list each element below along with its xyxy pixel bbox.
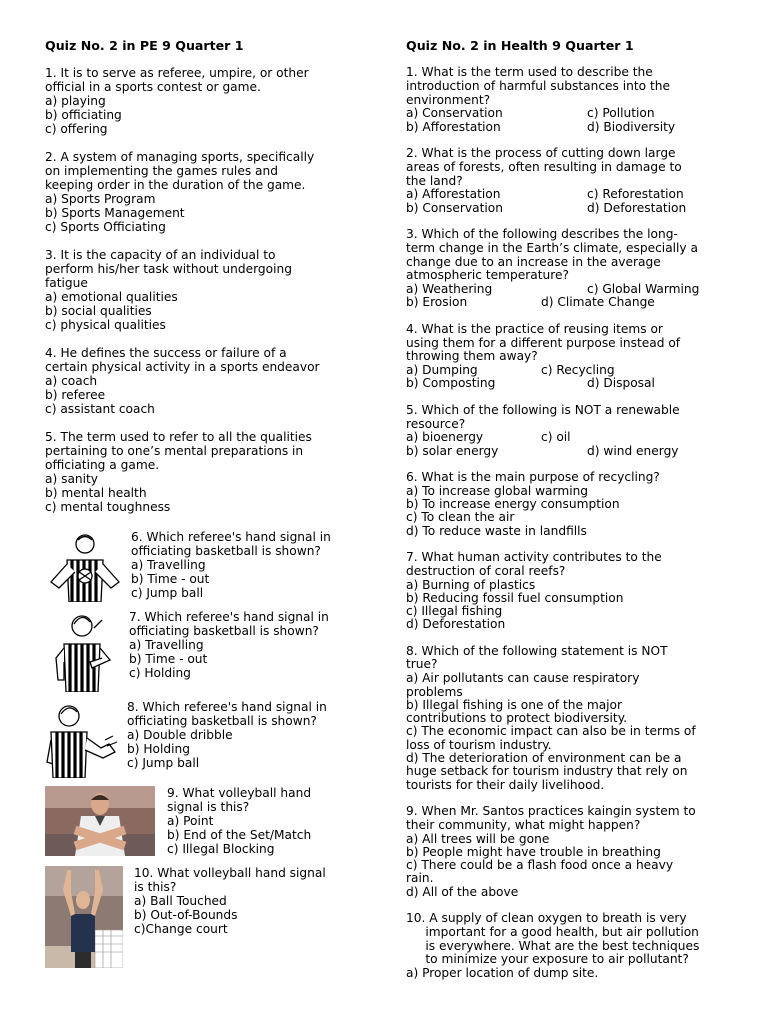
answer-option: b) People might have trouble in breathing: [406, 844, 661, 859]
question-stem: 6. Which referee's hand signal in officiating basketball is shown?: [131, 530, 331, 558]
question-stem: 2. A system of managing sports, specifically on implementing the games rules and keeping order in the duration of the game.: [45, 150, 315, 192]
answer-row: [406, 445, 736, 458]
answer-option: a) sanity: [45, 472, 99, 486]
pe-question-7: [45, 610, 365, 692]
answer-option: a) Travelling: [131, 558, 206, 572]
answer-option: c) The economic impact can also be in terms of loss of tourism industry.: [406, 724, 696, 752]
question-stem: 4. He defines the success or failure of a certain physical activity in a sports endeavor: [45, 346, 320, 374]
question-stem: 7. Which referee's hand signal in officiating basketball is shown?: [129, 610, 329, 638]
answer-row: [406, 364, 736, 377]
health-quiz-column: [406, 38, 736, 994]
question-stem: 4. What is the practice of reusing items or using them for a different purpose instead of throwing them away?: [406, 321, 681, 364]
answer-option: b) Erosion: [406, 295, 468, 310]
answer-option: c) offering: [45, 122, 108, 136]
answer-option: a) To increase global warming: [406, 483, 589, 498]
answer-option: c) Jump ball: [127, 756, 200, 770]
answer-option: a) Point: [167, 814, 214, 828]
health-question-4: [406, 323, 736, 391]
answer-option: c) assistant coach: [45, 402, 155, 416]
health-question-8: [406, 645, 736, 792]
answer-option: a) Weathering: [406, 282, 493, 297]
referee-figure-icon: [50, 610, 122, 692]
referee-travelling-illustration: [50, 610, 129, 692]
answer-option: a) Sports Program: [45, 192, 156, 206]
health-question-9: [406, 805, 736, 899]
answer-option: b) Reducing fossil fuel consumption: [406, 590, 624, 605]
question-stem: 6. What is the main purpose of recycling?: [406, 469, 660, 484]
answer-option: b) Holding: [127, 742, 190, 756]
pe-question-8: [45, 700, 365, 778]
answer-option: a) emotional qualities: [45, 290, 178, 304]
health-question-3: [406, 228, 736, 310]
answer-option: c) oil: [541, 430, 571, 445]
answer-option: c) To clean the air: [406, 510, 515, 525]
answer-option: a) Dumping: [406, 363, 478, 378]
answer-option: c) Jump ball: [131, 586, 204, 600]
answer-option: c) Global Warming: [587, 282, 700, 297]
volleyball-referee-photo-icon: [45, 786, 155, 856]
answer-option: d) wind energy: [587, 443, 679, 458]
answer-option: a) Burning of plastics: [406, 577, 536, 592]
answer-row: [406, 283, 736, 296]
answer-row: [406, 188, 736, 201]
answer-option: a) coach: [45, 374, 98, 388]
answer-option: b) officiating: [45, 108, 122, 122]
health-question-2: [406, 147, 736, 215]
referee-figure-icon: [45, 530, 125, 602]
pe-question-3: [45, 248, 365, 332]
answer-option: c) Recycling: [541, 363, 615, 378]
referee-figure-icon: [45, 700, 121, 778]
answer-option: c) physical qualities: [45, 318, 166, 332]
answer-option: b) Out-of-Bounds: [134, 908, 238, 922]
answer-option: a) Double dribble: [127, 728, 233, 742]
answer-option: b) End of the Set/Match: [167, 828, 312, 842]
answer-option: b) Time - out: [129, 652, 208, 666]
answer-option: d) The deterioration of environment can be a huge setback for tourism industry that rely on tourists for their daily livelihood.: [406, 751, 688, 792]
answer-option: d) Climate Change: [541, 295, 655, 310]
answer-option: c) Pollution: [587, 106, 655, 121]
answer-option: b) social qualities: [45, 304, 152, 318]
pe-question-10: [45, 866, 365, 968]
answer-row: [406, 377, 736, 390]
pe-question-5: [45, 430, 365, 514]
pe-question-9: [45, 786, 365, 856]
answer-option: c) mental toughness: [45, 500, 171, 514]
answer-option: b) Composting: [406, 376, 496, 391]
answer-option: a) Air pollutants can cause respiratory problems: [406, 671, 640, 699]
pe-question-2: [45, 150, 365, 234]
answer-option: b) Sports Management: [45, 206, 185, 220]
answer-option: a) Travelling: [129, 638, 204, 652]
answer-row: [406, 107, 736, 120]
answer-option: a) Proper location of dump site.: [406, 966, 599, 981]
pe-quiz-title: Quiz No. 2 in PE 9 Quarter 1: [45, 38, 244, 53]
answer-option: c) Reforestation: [587, 187, 684, 202]
volleyball-ball-touched-photo: [45, 866, 123, 968]
answer-option: a) playing: [45, 94, 106, 108]
question-stem: 9. When Mr. Santos practices kaingin system to their community, what might happen?: [406, 803, 696, 832]
question-stem: 5. Which of the following is NOT a renewable resource?: [406, 402, 680, 431]
health-question-5: [406, 404, 736, 458]
answer-option: c) There could be a flash food once a heavy rain.: [406, 858, 674, 886]
answer-option: c) Sports Officiating: [45, 220, 166, 234]
pe-question-6: [45, 530, 365, 604]
answer-option: b) Time - out: [131, 572, 210, 586]
answer-option: c) Illegal Blocking: [167, 842, 275, 856]
answer-option: b) Conservation: [406, 200, 503, 215]
answer-option: b) referee: [45, 388, 106, 402]
answer-option: b) solar energy: [406, 443, 499, 458]
question-stem: 2. What is the process of cutting down large areas of forests, often resulting in damage to the land?: [406, 145, 682, 188]
referee-time-out-illustration: [45, 530, 131, 604]
volleyball-referee-photo-icon: [45, 866, 123, 968]
answer-option: a) Conservation: [406, 106, 503, 121]
answer-option: a) bioenergy: [406, 430, 484, 445]
question-stem: 10. What volleyball hand signal is this?: [134, 866, 326, 894]
answer-option: b) Illegal fishing is one of the major contributions to protect biodiversity.: [406, 697, 628, 726]
answer-option: d) All of the above: [406, 884, 519, 899]
pe-quiz-column: [45, 38, 365, 968]
health-question-7: [406, 551, 736, 632]
question-stem: 5. The term used to refer to all the qualities pertaining to one’s mental preparations in officiating a game.: [45, 430, 312, 472]
answer-option: d) Deforestation: [587, 200, 687, 215]
answer-option: b) mental health: [45, 486, 147, 500]
answer-row: [406, 296, 736, 309]
question-stem: 9. What volleyball hand signal is this?: [167, 786, 312, 814]
answer-option: c) Holding: [129, 666, 191, 680]
question-stem: 1. What is the term used to describe the introduction of harmful substances into the environment?: [406, 65, 671, 107]
question-stem: 10. A supply of clean oxygen to breath is very important for a good health, but air pollution is everywhere. What are the best techniques to minimize your exposure to air pollutant?: [406, 911, 700, 967]
answer-option: d) Disposal: [587, 376, 655, 391]
answer-option: b) To increase energy consumption: [406, 497, 620, 512]
question-stem: 7. What human activity contributes to the destruction of coral reefs?: [406, 549, 662, 578]
answer-row: [406, 202, 736, 215]
health-question-10: [406, 912, 736, 980]
question-stem: 8. Which of the following statement is NOT true?: [406, 643, 668, 672]
pe-question-1: [45, 66, 365, 136]
answer-option: d) Deforestation: [406, 617, 506, 632]
health-question-6: [406, 471, 736, 538]
question-stem: 1. It is to serve as referee, umpire, or other official in a sports contest or game.: [45, 66, 309, 94]
answer-option: a) Ball Touched: [134, 894, 227, 908]
answer-option: d) To reduce waste in landfills: [406, 523, 587, 538]
question-stem: 3. It is the capacity of an individual to perform his/her task without undergoing fatigue: [45, 248, 292, 290]
answer-option: a) Afforestation: [406, 187, 501, 202]
answer-row: [406, 431, 736, 444]
volleyball-end-of-set-photo: [45, 786, 155, 856]
health-quiz-title: Quiz No. 2 in Health 9 Quarter 1: [406, 38, 634, 53]
answer-option: a) All trees will be gone: [406, 831, 550, 846]
question-stem: 3. Which of the following describes the long- term change in the Earth’s climate, especially a change due to an increase in the average atmospheric temperature?: [406, 226, 698, 283]
answer-option: b) Afforestation: [406, 119, 501, 134]
answer-option: c)Change court: [134, 922, 228, 936]
answer-option: c) Illegal fishing: [406, 604, 503, 619]
question-stem: 8. Which referee's hand signal in officiating basketball is shown?: [127, 700, 327, 728]
answer-row: [406, 121, 736, 134]
referee-holding-illustration: [45, 700, 127, 778]
answer-option: d) Biodiversity: [587, 119, 676, 134]
pe-question-4: [45, 346, 365, 416]
health-question-1: [406, 66, 736, 134]
